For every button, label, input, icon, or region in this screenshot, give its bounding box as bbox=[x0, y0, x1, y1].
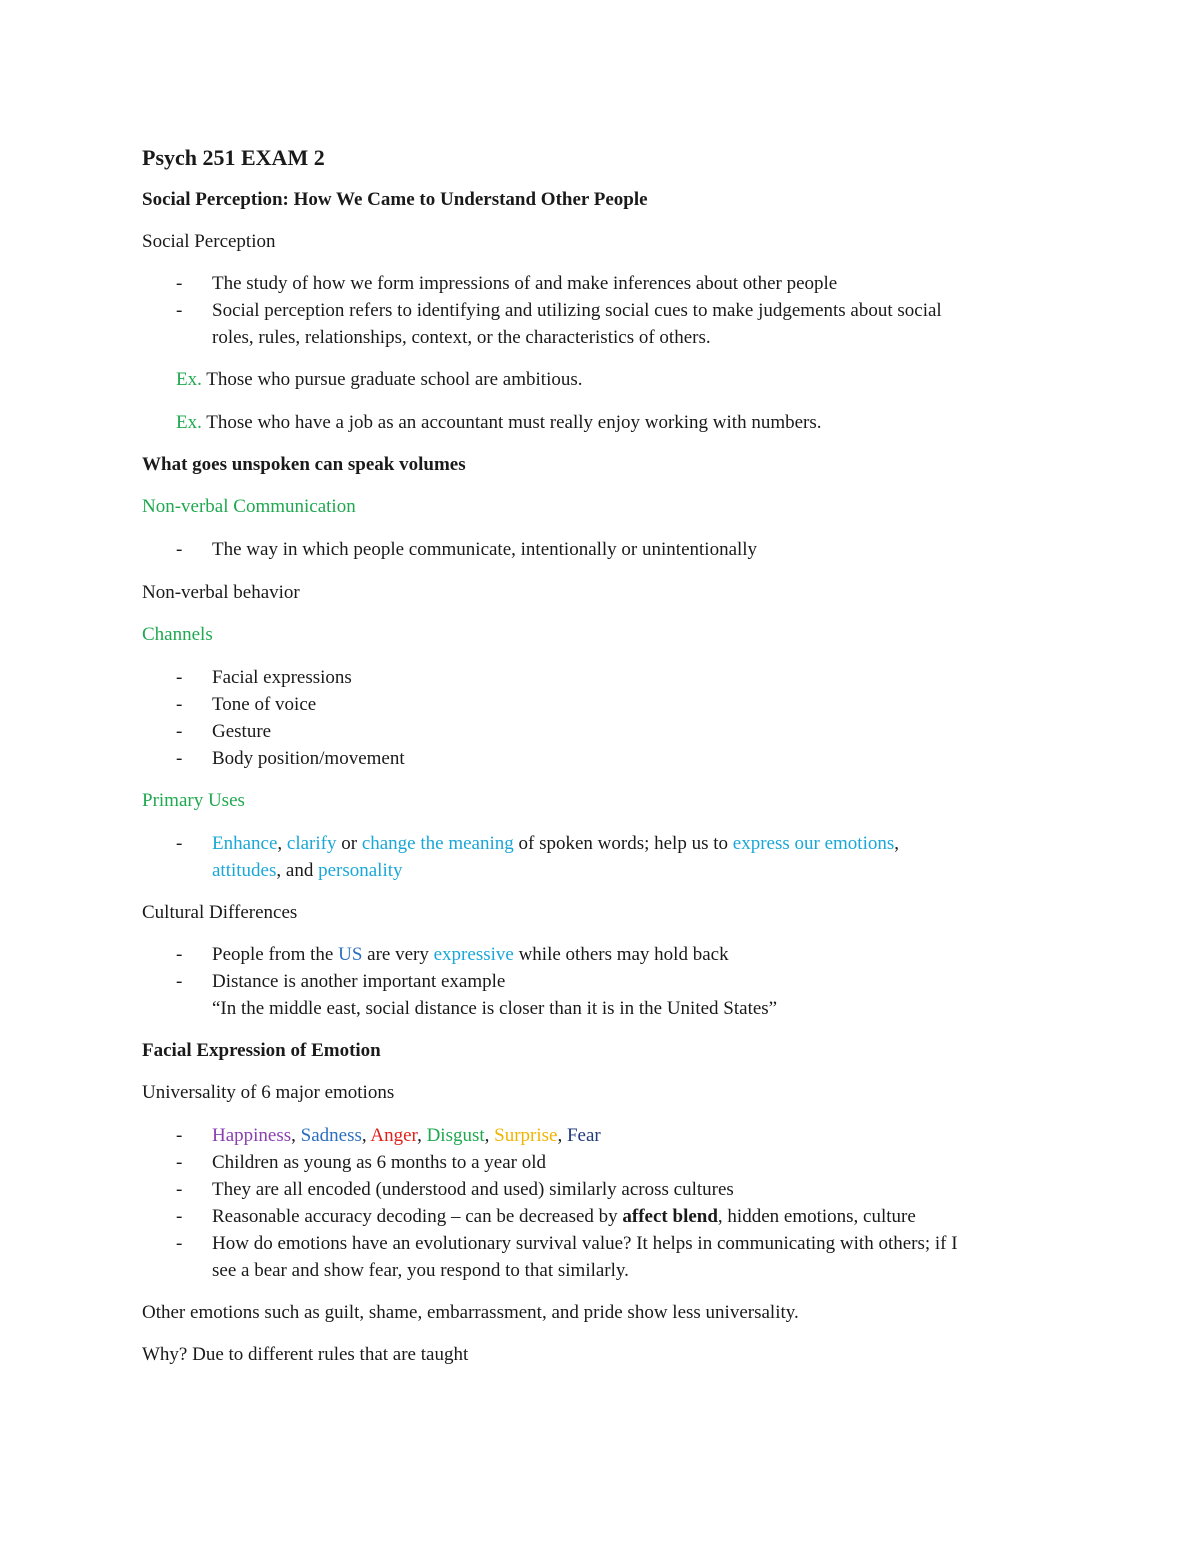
bullet-text bbox=[212, 1207, 916, 1226]
bullet-text: Social perception refers to identifying and utilizing social cues to make judgements about social bbox=[212, 300, 942, 321]
term-personality: personality bbox=[318, 860, 403, 881]
text: while others may hold back bbox=[513, 944, 729, 965]
bullet-dash: - bbox=[176, 721, 183, 742]
bullet-dash: - bbox=[176, 1233, 183, 1254]
text: of spoken words; help us to bbox=[513, 833, 733, 854]
bullet-dash: - bbox=[176, 1152, 183, 1173]
emotion-happiness: Happiness bbox=[212, 1125, 292, 1146]
bullet-dash: - bbox=[176, 1206, 183, 1227]
emotion-anger: Anger bbox=[370, 1125, 418, 1146]
text: , and bbox=[276, 860, 319, 881]
term-expressive: expressive bbox=[433, 944, 514, 965]
bullet-text: Children as young as 6 months to a year old bbox=[212, 1152, 547, 1173]
cultural-bullet bbox=[212, 945, 729, 964]
channel-item: Tone of voice bbox=[212, 694, 317, 715]
term-us: US bbox=[338, 944, 363, 965]
text: Reasonable accuracy decoding – can be decreased by bbox=[212, 1206, 623, 1227]
bullet-dash: - bbox=[176, 273, 183, 294]
page-title: Psych 251 EXAM 2 bbox=[142, 145, 325, 170]
punct: , bbox=[557, 1125, 567, 1146]
punct: , bbox=[417, 1125, 427, 1146]
bullet-text-continued: see a bear and show fear, you respond to that similarly. bbox=[212, 1260, 629, 1281]
text: People from the bbox=[212, 944, 339, 965]
text: are very bbox=[362, 944, 434, 965]
cultural-quote: “In the middle east, social distance is closer than it is in the United States” bbox=[212, 998, 778, 1019]
term-express-emotions: express our emotions bbox=[732, 833, 895, 854]
bullet-text: How do emotions have an evolutionary survival value? It helps in communicating with others; if I bbox=[212, 1233, 958, 1254]
label-nonverbal-behavior: Non-verbal behavior bbox=[142, 582, 300, 603]
emotion-sadness: Sadness bbox=[300, 1125, 362, 1146]
section-heading-facial-expression: Facial Expression of Emotion bbox=[142, 1040, 381, 1061]
example-line bbox=[176, 413, 822, 432]
subheading-social-perception: Social Perception bbox=[142, 231, 276, 252]
bullet-dash: - bbox=[176, 300, 183, 321]
example-line bbox=[176, 370, 583, 389]
cultural-bullet: Distance is another important example bbox=[212, 971, 506, 992]
bullet-dash: - bbox=[176, 667, 183, 688]
bullet-dash: - bbox=[176, 1179, 183, 1200]
label-channels: Channels bbox=[142, 624, 213, 645]
term-enhance: Enhance bbox=[212, 833, 278, 854]
subheading-universality: Universality of 6 major emotions bbox=[142, 1082, 395, 1103]
bullet-text: They are all encoded (understood and used) similarly across cultures bbox=[212, 1179, 734, 1200]
term-attitudes: attitudes bbox=[212, 860, 277, 881]
section-heading-social-perception: Social Perception: How We Came to Understand Other People bbox=[142, 189, 648, 210]
example-label: Ex. bbox=[176, 412, 202, 433]
primary-uses-line-continued bbox=[212, 861, 403, 880]
label-cultural-differences: Cultural Differences bbox=[142, 902, 298, 923]
bullet-text: The way in which people communicate, intentionally or unintentionally bbox=[212, 539, 758, 560]
text: or bbox=[336, 833, 362, 854]
paragraph: Other emotions such as guilt, shame, embarrassment, and pride show less universality. bbox=[142, 1302, 799, 1323]
emotion-fear: Fear bbox=[566, 1125, 601, 1146]
primary-uses-line bbox=[212, 834, 899, 853]
bullet-dash: - bbox=[176, 748, 183, 769]
punct: , bbox=[361, 1125, 371, 1146]
emotion-disgust: Disgust bbox=[426, 1125, 485, 1146]
channel-item: Gesture bbox=[212, 721, 272, 742]
section-heading-unspoken: What goes unspoken can speak volumes bbox=[142, 454, 466, 475]
emotion-surprise: Surprise bbox=[494, 1125, 558, 1146]
paragraph: Why? Due to different rules that are taught bbox=[142, 1344, 469, 1365]
term-affect-blend: affect blend bbox=[622, 1206, 718, 1227]
punct: , bbox=[484, 1125, 495, 1146]
bullet-dash: - bbox=[176, 539, 183, 560]
bullet-text: The study of how we form impressions of and make inferences about other people bbox=[212, 273, 838, 294]
example-text: Those who have a job as an accountant must really enjoy working with numbers. bbox=[206, 412, 822, 433]
bullet-dash: - bbox=[176, 944, 183, 965]
label-primary-uses: Primary Uses bbox=[142, 790, 245, 811]
bullet-dash: - bbox=[176, 833, 183, 854]
bullet-dash: - bbox=[176, 694, 183, 715]
term-change-meaning: change the meaning bbox=[361, 833, 514, 854]
channel-item: Facial expressions bbox=[212, 667, 352, 688]
punct: , bbox=[894, 833, 899, 854]
example-text: Those who pursue graduate school are ambitious. bbox=[206, 369, 583, 390]
text: , hidden emotions, culture bbox=[717, 1206, 916, 1227]
bullet-dash: - bbox=[176, 1125, 183, 1146]
bullet-text-continued: roles, rules, relationships, context, or the characteristics of others. bbox=[212, 327, 711, 348]
term-clarify: clarify bbox=[286, 833, 337, 854]
punct: , bbox=[277, 833, 287, 854]
example-label: Ex. bbox=[176, 369, 202, 390]
punct: , bbox=[291, 1125, 301, 1146]
emotions-list bbox=[212, 1126, 601, 1145]
channel-item: Body position/movement bbox=[212, 748, 405, 769]
label-nonverbal-communication: Non-verbal Communication bbox=[142, 496, 356, 517]
bullet-dash: - bbox=[176, 971, 183, 992]
